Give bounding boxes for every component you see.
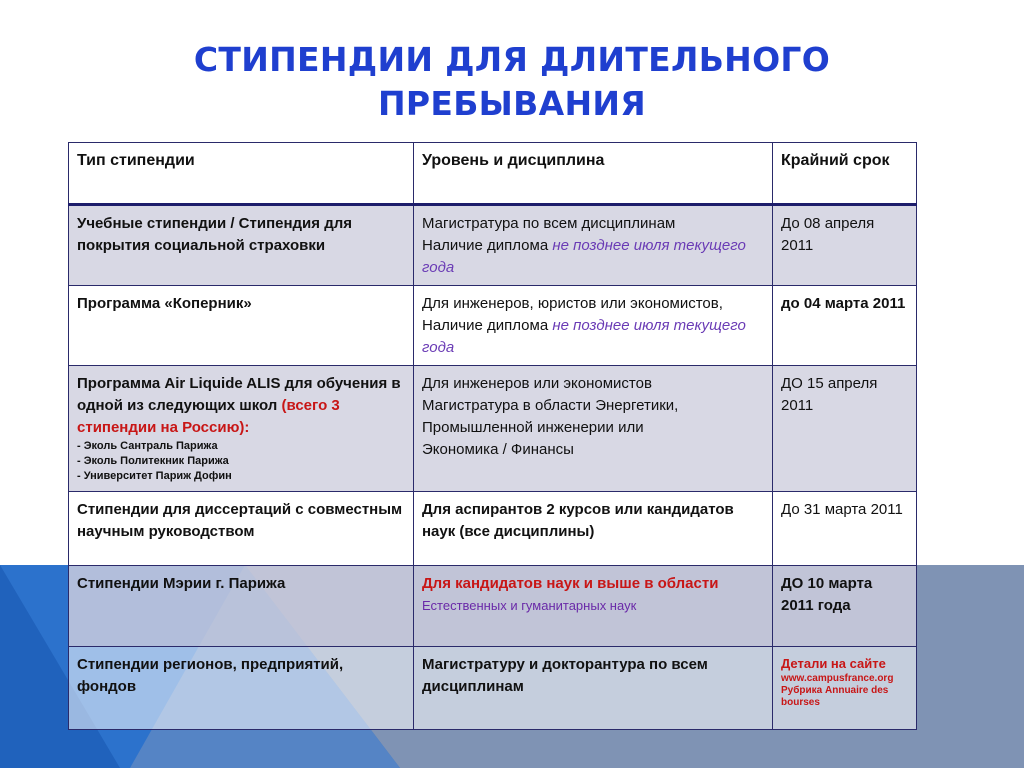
row3-type [69,366,414,492]
row6-level: Магистратуру и докторантура по всем дисциплинам [414,647,773,730]
row3-level-line1: Для инженеров или экономистов [422,375,652,392]
row3-level-line3: Промышленной инженерии или [422,419,644,436]
table-row [69,492,917,566]
row1-type: Учебные стипендии / Стипендия для покрытия социальной страховки [69,205,414,286]
header-deadline: Крайний срок [773,143,917,205]
row1-level [414,205,773,286]
row3-type-red: (всего 3 стипендии на Россию): [77,397,340,436]
row2-level-line2 [422,315,764,359]
table-row [69,366,917,492]
row1-level-line1: Магистратура по всем дисциплинам [422,215,676,232]
row2-level [414,286,773,366]
row5-deadline: ДО 10 марта 2011 года [773,566,917,647]
row1-level-italic: не позднее июля текущего года [422,237,746,276]
row6-rubric: Рубрика Annuaire des bourses [781,685,889,708]
row3-type-main: Программа Air Liquide ALIS для обучения в одной из следующих школ (всего 3 стипендии на Россию): [77,375,401,436]
table-row [69,647,917,730]
row6-type: Стипендии регионов, предприятий, фондов [69,647,414,730]
table-header-row [69,143,917,205]
row4-deadline: До 31 марта 2011 [773,492,917,566]
slide-title-line-2: ПРЕБЫВАНИЯ [377,84,647,123]
row2-deadline: до 04 марта 2011 [773,286,917,366]
row1-deadline: До 08 апреля 2011 [773,205,917,286]
row1-level-line2 [422,235,764,279]
row3-school-2: - Эколь Политекник Парижа [77,455,229,467]
row3-level-line4: Экономика / Финансы [422,441,574,458]
row3-school-1: - Эколь Сантраль Парижа [77,440,218,452]
row3-deadline: ДО 15 апреля 2011 [773,366,917,492]
row2-level-prefix: Наличие диплома [422,317,553,334]
row5-type: Стипендии Мэрии г. Парижа [69,566,414,647]
header-level: Уровень и дисциплина [414,143,773,205]
slide-title [0,38,1024,126]
scholarships-table [68,142,917,730]
row2-type: Программа «Коперник» [69,286,414,366]
row5-level-red: Для кандидатов наук и выше в области [422,575,719,592]
table-row [69,566,917,647]
row5-level-purple: Естественных и гуманитарных наук [422,598,637,613]
row6-deadline [773,647,917,730]
header-type: Тип стипендии [69,143,414,205]
row3-level [414,366,773,492]
table-row [69,286,917,366]
row2-level-line1: Для инженеров, юристов или экономистов, [422,295,723,312]
row6-website: www.campusfrance.org [781,673,894,684]
row1-level-prefix: Наличие диплома [422,237,553,254]
row6-deadline-main: Детали на сайте [781,656,886,671]
row4-level: Для аспирантов 2 курсов или кандидатов наук (все дисциплины) [414,492,773,566]
row3-school-3: - Университет Париж Дофин [77,470,232,482]
row4-type: Стипендии для диссертаций с совместным научным руководством [69,492,414,566]
row3-level-line2: Магистратура в области Энергетики, [422,397,679,414]
table-row [69,205,917,286]
row5-level [414,566,773,647]
row2-level-italic: не позднее июля текущего года [422,317,746,356]
slide-title-line-1: СТИПЕНДИИ ДЛЯ ДЛИТЕЛЬНОГО [193,40,831,79]
